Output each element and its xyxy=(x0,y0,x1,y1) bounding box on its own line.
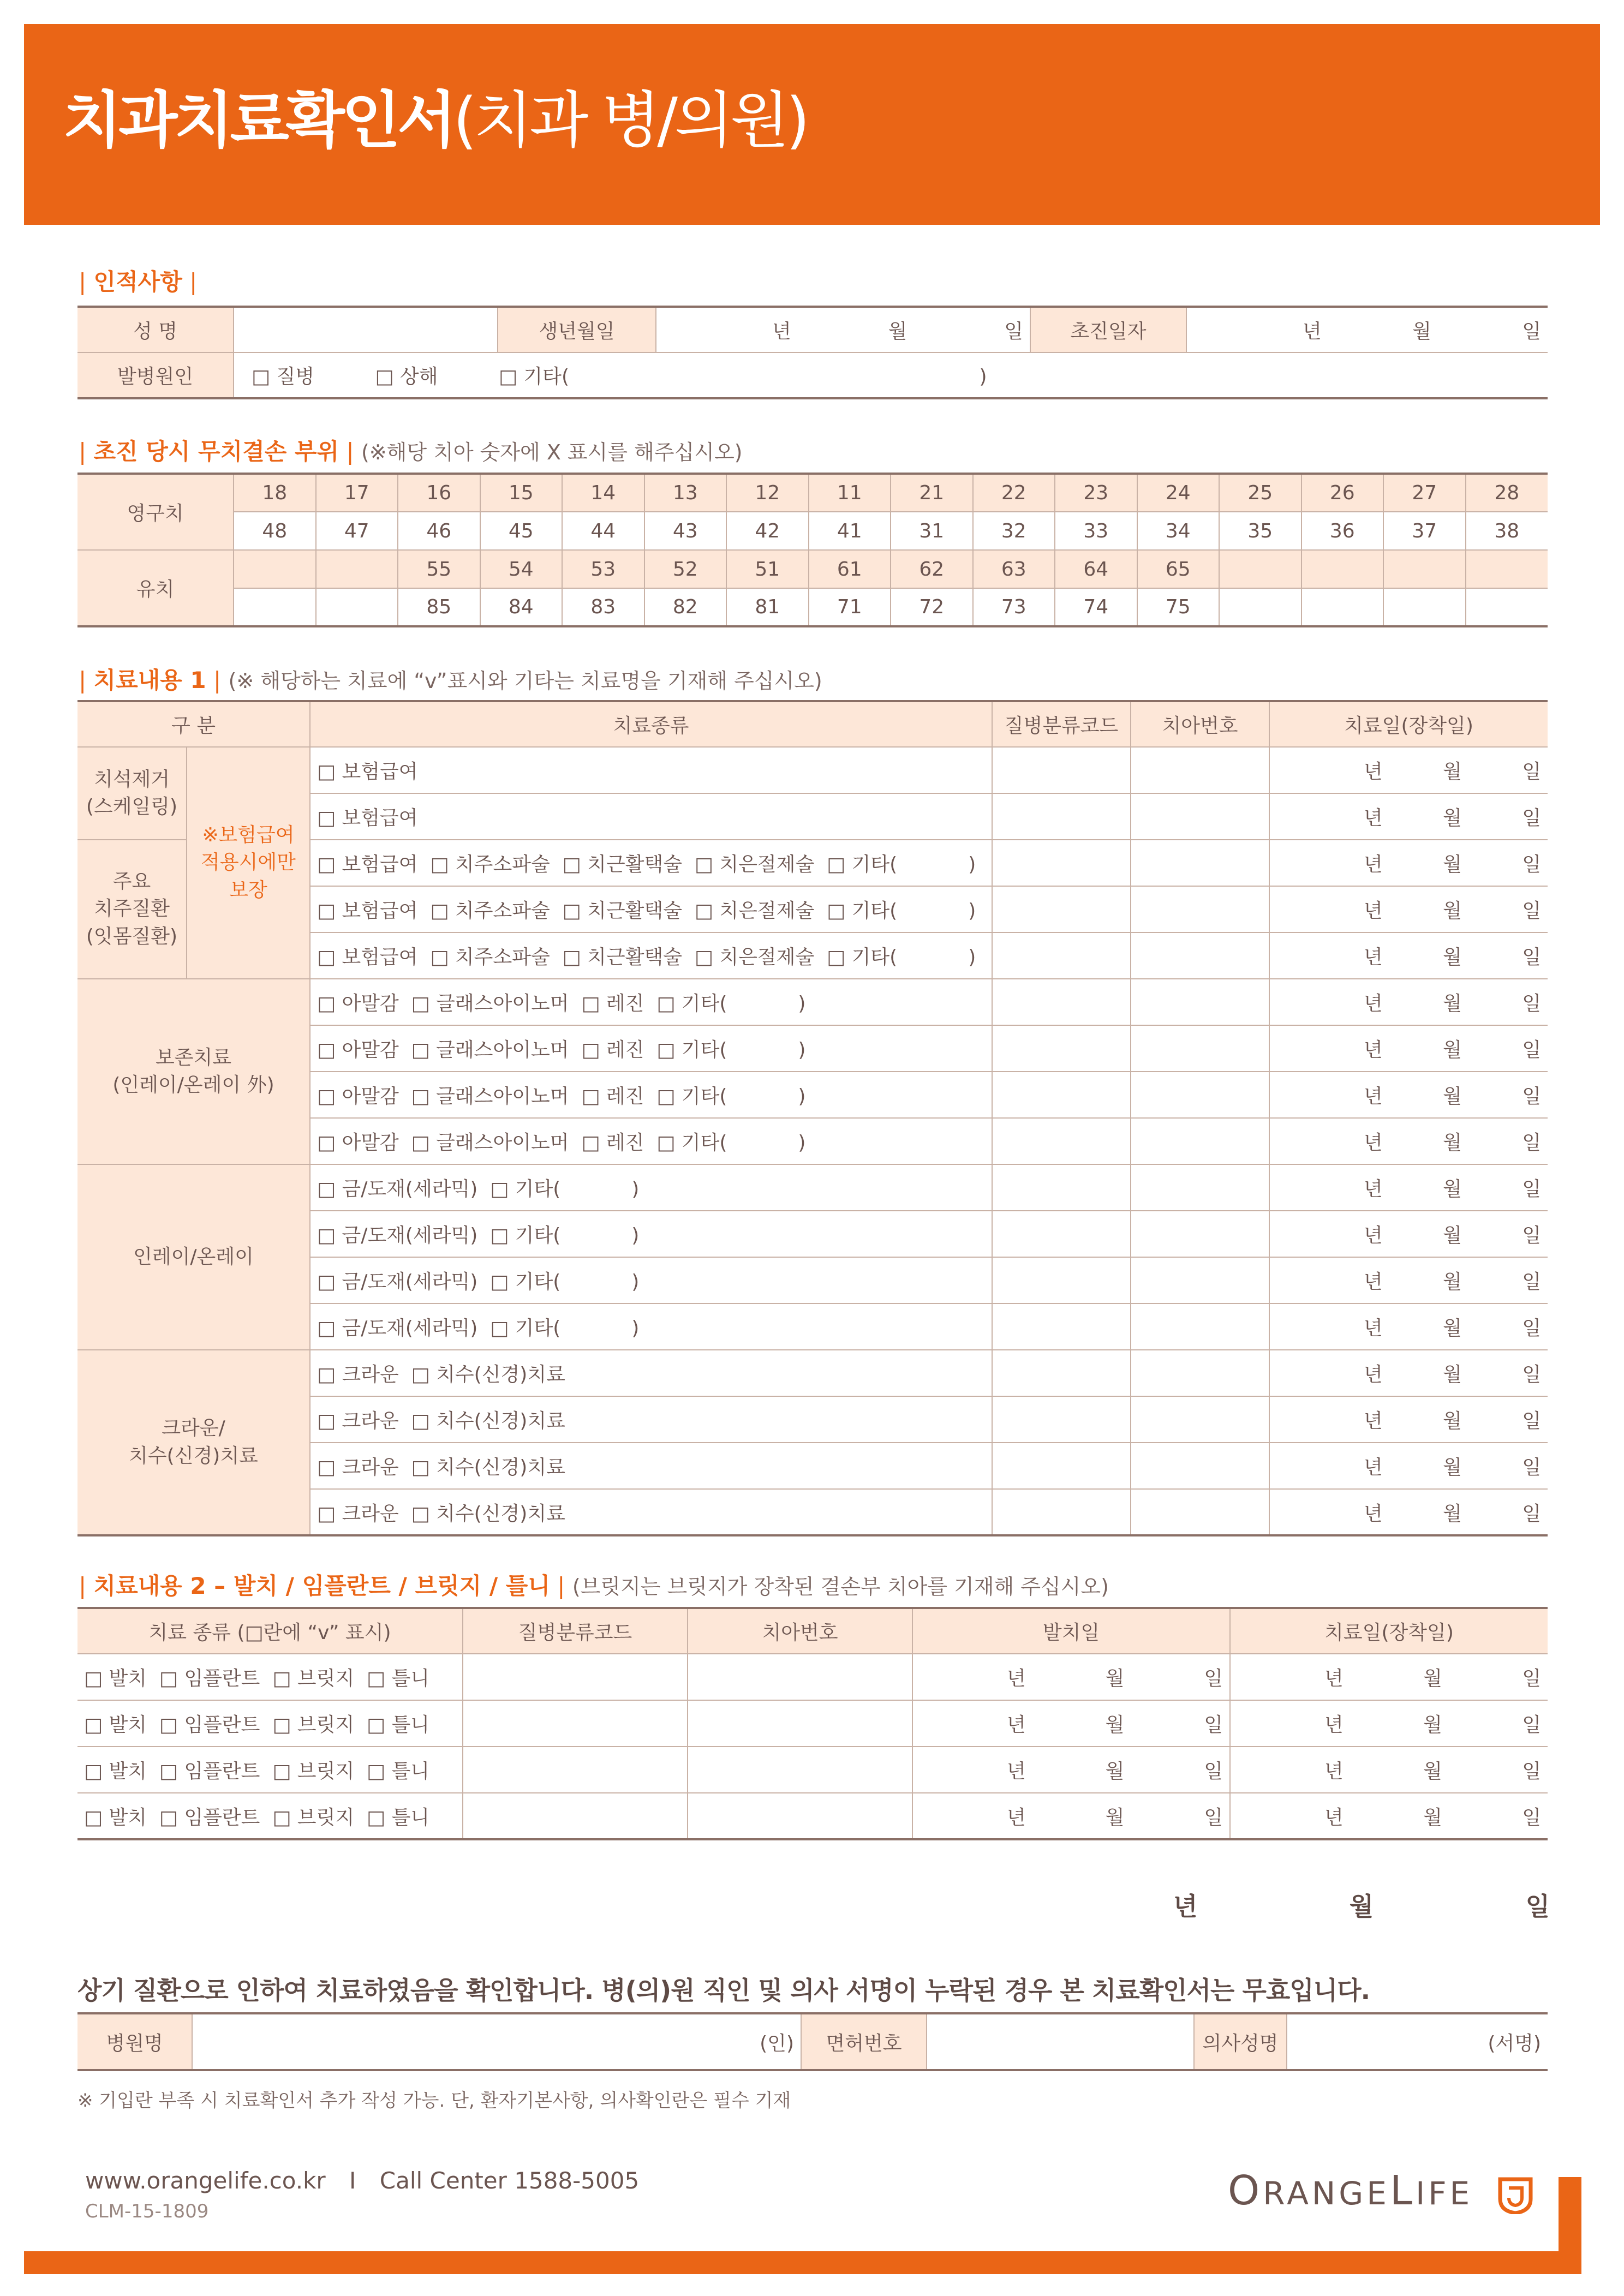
tooth-32[interactable]: 32 xyxy=(973,512,1055,550)
tooth-number-field[interactable] xyxy=(1131,1025,1269,1072)
tooth-12[interactable]: 12 xyxy=(726,474,809,512)
tooth-64[interactable]: 64 xyxy=(1055,550,1137,588)
tooth-14[interactable]: 14 xyxy=(562,474,644,512)
t2-tooth-number-field[interactable] xyxy=(688,1654,912,1700)
tooth-84[interactable]: 84 xyxy=(480,588,563,626)
tooth-13[interactable]: 13 xyxy=(644,474,727,512)
tooth-empty xyxy=(1301,588,1384,626)
teeth-chart-table xyxy=(77,473,1548,627)
tooth-27[interactable]: 27 xyxy=(1383,474,1466,512)
tooth-75[interactable]: 75 xyxy=(1137,588,1220,626)
tooth-number-field[interactable] xyxy=(1131,840,1269,886)
form-code: CLM-15-1809 xyxy=(85,2201,209,2222)
treatment-date-field[interactable]: 년 월 일 xyxy=(1269,1304,1548,1350)
tooth-44[interactable]: 44 xyxy=(562,512,644,550)
disease-code-field[interactable] xyxy=(992,1443,1131,1489)
t2-treatment-date-field[interactable]: 년 월 일 xyxy=(1230,1747,1548,1793)
permanent-teeth-label: 영구치 xyxy=(77,474,234,550)
treatment-date-field[interactable]: 년 월 일 xyxy=(1269,1211,1548,1257)
treatment-date-field[interactable]: 년 월 일 xyxy=(1269,840,1548,886)
treatment-date-field[interactable]: 년 월 일 xyxy=(1269,1072,1548,1118)
treatment-options[interactable]: □ 크라운 □ 치수(신경)치료 xyxy=(310,1350,992,1396)
tooth-18[interactable]: 18 xyxy=(234,474,316,512)
treatment1-section-title: | 치료내용 1 | (※ 해당하는 치료에 “v”표시와 기타는 치료명을 기재해 주십시오) xyxy=(79,667,822,693)
signature-date[interactable]: 년 월 일 xyxy=(1173,1892,1550,1921)
missing-teeth-section-title: | 초진 당시 무치결손 부위 | (※해당 치아 숫자에 X 표시를 해주십시오) xyxy=(79,438,743,465)
tooth-empty xyxy=(316,588,398,626)
header-tooth-number: 치아번호 xyxy=(1131,701,1269,747)
treatment-date-field[interactable]: 년 월 일 xyxy=(1269,1164,1548,1211)
first-visit-label: 초진일자 xyxy=(1030,307,1186,352)
disease-code-field[interactable] xyxy=(992,793,1131,840)
license-number-label: 면허번호 xyxy=(801,2013,927,2070)
tooth-empty xyxy=(1466,588,1548,626)
t2-tooth-number-field[interactable] xyxy=(688,1700,912,1747)
treatment-date-field[interactable]: 년 월 일 xyxy=(1269,886,1548,932)
tooth-25[interactable]: 25 xyxy=(1219,474,1301,512)
extraction-date-field[interactable]: 년 월 일 xyxy=(912,1747,1230,1793)
shield-logo-icon xyxy=(1498,2177,1533,2214)
signature-mark: (서명) xyxy=(1488,2032,1541,2055)
page-title xyxy=(63,71,807,159)
header-treatment-date: 치료일(장착일) xyxy=(1269,701,1548,747)
tooth-43[interactable]: 43 xyxy=(644,512,727,550)
disease-code-field[interactable] xyxy=(992,1211,1131,1257)
treatment-date-field[interactable]: 년 월 일 xyxy=(1269,979,1548,1025)
t2-options[interactable]: □ 발치 □ 임플란트 □ 브릿지 □ 틀니 xyxy=(77,1654,463,1700)
treatment-options[interactable]: □ 크라운 □ 치수(신경)치료 xyxy=(310,1396,992,1443)
treatment1-table xyxy=(77,700,1548,1536)
treatment-options[interactable]: □ 보험급여 □ 치주소파술 □ 치근활택술 □ 치은절제술 □ 기타( ) xyxy=(310,886,992,932)
tooth-47[interactable]: 47 xyxy=(316,512,398,550)
tooth-26[interactable]: 26 xyxy=(1301,474,1384,512)
tooth-41[interactable]: 41 xyxy=(809,512,891,550)
website-link[interactable]: www.orangelife.co.kr xyxy=(85,2167,326,2194)
t2-disease-code-field[interactable] xyxy=(463,1747,688,1793)
tooth-number-field[interactable] xyxy=(1131,1118,1269,1164)
tooth-number-field[interactable] xyxy=(1131,1443,1269,1489)
tooth-55[interactable]: 55 xyxy=(398,550,480,588)
disease-code-field[interactable] xyxy=(992,840,1131,886)
tooth-empty xyxy=(1301,550,1384,588)
tooth-48[interactable]: 48 xyxy=(234,512,316,550)
tooth-71[interactable]: 71 xyxy=(809,588,891,626)
tooth-82[interactable]: 82 xyxy=(644,588,727,626)
tooth-31[interactable]: 31 xyxy=(891,512,973,550)
disease-code-field[interactable] xyxy=(992,1257,1131,1304)
treatment-options[interactable]: □ 금/도재(세라믹) □ 기타( ) xyxy=(310,1164,992,1211)
tooth-65[interactable]: 65 xyxy=(1137,550,1220,588)
tooth-22[interactable]: 22 xyxy=(973,474,1055,512)
tooth-51[interactable]: 51 xyxy=(726,550,809,588)
confirmation-statement: 상기 질환으로 인하여 치료하였음을 확인합니다. 병(의)원 직인 및 의사 서명이 누락된 경우 본 치료확인서는 무효입니다. xyxy=(77,1976,1370,2005)
category-2: 주요 치주질환 (잇몸질환) xyxy=(77,840,187,979)
tooth-number-field[interactable] xyxy=(1131,1304,1269,1350)
t2-header-type: 치료 종류 (□란에 “v” 표시) xyxy=(77,1608,463,1654)
first-visit-field[interactable]: 년 월 일 xyxy=(1186,307,1548,352)
tooth-empty xyxy=(1383,588,1466,626)
t2-treatment-date-field[interactable]: 년 월 일 xyxy=(1230,1700,1548,1747)
extraction-date-field[interactable]: 년 월 일 xyxy=(912,1700,1230,1747)
tooth-28[interactable]: 28 xyxy=(1466,474,1548,512)
cause-other-checkbox[interactable]: □ 기타( xyxy=(498,366,569,388)
treatment-date-field[interactable]: 년 월 일 xyxy=(1269,747,1548,793)
treatment-options[interactable]: □ 크라운 □ 치수(신경)치료 xyxy=(310,1443,992,1489)
treatment2-table xyxy=(77,1607,1548,1840)
treatment2-section-title: | 치료내용 2 – 발치 / 임플란트 / 브릿지 / 틀니 | (브릿지는 브릿지가 장착된 결손부 치아를 기재해 주십시오) xyxy=(79,1572,1109,1599)
cause-injury-checkbox[interactable]: □ 상해 xyxy=(375,366,438,388)
disease-code-field[interactable] xyxy=(992,1304,1131,1350)
tooth-number-field[interactable] xyxy=(1131,979,1269,1025)
tooth-number-field[interactable] xyxy=(1131,1257,1269,1304)
tooth-53[interactable]: 53 xyxy=(562,550,644,588)
orangelife-logo: ORANGELIFE xyxy=(1228,2167,1473,2214)
tooth-empty xyxy=(316,550,398,588)
doctor-name-field[interactable] xyxy=(1287,2013,1548,2070)
hospital-name-field[interactable] xyxy=(192,2013,801,2070)
t2-header-extract-date: 발치일 xyxy=(912,1608,1230,1654)
personal-section-title: | 인적사항 | xyxy=(79,268,198,295)
disease-code-field[interactable] xyxy=(992,1489,1131,1535)
tooth-42[interactable]: 42 xyxy=(726,512,809,550)
disease-code-field[interactable] xyxy=(992,1396,1131,1443)
t2-disease-code-field[interactable] xyxy=(463,1793,688,1839)
license-number-field[interactable] xyxy=(927,2013,1194,2070)
t2-header-code: 질병분류코드 xyxy=(463,1608,688,1654)
treatment-options[interactable]: □ 금/도재(세라믹) □ 기타( ) xyxy=(310,1211,992,1257)
t2-header-tooth: 치아번호 xyxy=(688,1608,912,1654)
disease-code-field[interactable] xyxy=(992,747,1131,793)
treatment-date-field[interactable]: 년 월 일 xyxy=(1269,1396,1548,1443)
tooth-61[interactable]: 61 xyxy=(809,550,891,588)
tooth-63[interactable]: 63 xyxy=(973,550,1055,588)
tooth-empty xyxy=(1466,550,1548,588)
category-9: 인레이/온레이 xyxy=(77,1164,310,1350)
t2-options[interactable]: □ 발치 □ 임플란트 □ 브릿지 □ 틀니 xyxy=(77,1747,463,1793)
footer-contact: www.orangelife.co.kr I Call Center 1588-5005 xyxy=(85,2167,640,2194)
tooth-number-field[interactable] xyxy=(1131,1396,1269,1443)
t2-header-treatment-date: 치료일(장착일) xyxy=(1230,1608,1548,1654)
disease-code-field[interactable] xyxy=(992,1072,1131,1118)
name-field[interactable] xyxy=(234,307,498,352)
treatment-options[interactable]: □ 금/도재(세라믹) □ 기타( ) xyxy=(310,1304,992,1350)
footnote: ※ 기입란 부족 시 치료확인서 추가 작성 가능. 단, 환자기본사항, 의사확인란은 필수 기재 xyxy=(77,2090,791,2112)
disease-code-field[interactable] xyxy=(992,1118,1131,1164)
treatment-options[interactable]: □ 금/도재(세라믹) □ 기타( ) xyxy=(310,1257,992,1304)
tooth-empty xyxy=(234,588,316,626)
tooth-number-field[interactable] xyxy=(1131,747,1269,793)
tooth-38[interactable]: 38 xyxy=(1466,512,1548,550)
title-sub: (치과 병/의원) xyxy=(453,85,807,156)
cause-disease-checkbox[interactable]: □ 질병 xyxy=(252,366,315,388)
tooth-empty xyxy=(1219,550,1301,588)
t2-tooth-number-field[interactable] xyxy=(688,1747,912,1793)
personal-table xyxy=(77,306,1548,399)
treatment-options[interactable]: □ 보험급여 xyxy=(310,747,992,793)
seal-mark: (인) xyxy=(760,2032,794,2055)
treatment-options[interactable]: □ 아말감 □ 글래스아이노머 □ 레진 □ 기타( ) xyxy=(310,1072,992,1118)
tooth-46[interactable]: 46 xyxy=(398,512,480,550)
treatment-date-field[interactable]: 년 월 일 xyxy=(1269,932,1548,979)
tooth-number-field[interactable] xyxy=(1131,1211,1269,1257)
tooth-number-field[interactable] xyxy=(1131,886,1269,932)
treatment-options[interactable]: □ 크라운 □ 치수(신경)치료 xyxy=(310,1489,992,1535)
t2-treatment-date-field[interactable]: 년 월 일 xyxy=(1230,1654,1548,1700)
title-main: 치과치료확인서 xyxy=(63,85,453,156)
extraction-date-field[interactable]: 년 월 일 xyxy=(912,1654,1230,1700)
tooth-number-field[interactable] xyxy=(1131,1072,1269,1118)
tooth-83[interactable]: 83 xyxy=(562,588,644,626)
tooth-15[interactable]: 15 xyxy=(480,474,563,512)
treatment-date-field[interactable]: 년 월 일 xyxy=(1269,1257,1548,1304)
hospital-name-label: 병원명 xyxy=(77,2013,192,2070)
tooth-number-field[interactable] xyxy=(1131,932,1269,979)
header-disease-code: 질병분류코드 xyxy=(992,701,1131,747)
tooth-24[interactable]: 24 xyxy=(1137,474,1220,512)
disease-code-field[interactable] xyxy=(992,932,1131,979)
tooth-empty xyxy=(234,550,316,588)
t2-tooth-number-field[interactable] xyxy=(688,1793,912,1839)
tooth-52[interactable]: 52 xyxy=(644,550,727,588)
tooth-number-field[interactable] xyxy=(1131,1489,1269,1535)
name-label: 성 명 xyxy=(77,307,234,352)
tooth-81[interactable]: 81 xyxy=(726,588,809,626)
treatment-date-field[interactable]: 년 월 일 xyxy=(1269,1443,1548,1489)
disease-code-field[interactable] xyxy=(992,886,1131,932)
treatment-date-field[interactable]: 년 월 일 xyxy=(1269,793,1548,840)
tooth-16[interactable]: 16 xyxy=(398,474,480,512)
category-13: 크라운/ 치수(신경)치료 xyxy=(77,1350,310,1535)
primary-teeth-label: 유치 xyxy=(77,550,234,626)
footer-accent-bar xyxy=(24,2251,1581,2274)
tooth-number-field[interactable] xyxy=(1131,1164,1269,1211)
disease-code-field[interactable] xyxy=(992,1164,1131,1211)
tooth-37[interactable]: 37 xyxy=(1383,512,1466,550)
cause-label: 발병원인 xyxy=(77,352,234,398)
t2-treatment-date-field[interactable]: 년 월 일 xyxy=(1230,1793,1548,1839)
tooth-85[interactable]: 85 xyxy=(398,588,480,626)
t2-options[interactable]: □ 발치 □ 임플란트 □ 브릿지 □ 틀니 xyxy=(77,1793,463,1839)
doctor-confirmation-table xyxy=(77,2012,1548,2071)
treatment-date-field[interactable]: 년 월 일 xyxy=(1269,1118,1548,1164)
tooth-number-field[interactable] xyxy=(1131,793,1269,840)
treatment-options[interactable]: □ 아말감 □ 글래스아이노머 □ 레진 □ 기타( ) xyxy=(310,979,992,1025)
header-category: 구 분 xyxy=(77,701,310,747)
header-treatment-type: 치료종류 xyxy=(310,701,992,747)
tooth-45[interactable]: 45 xyxy=(480,512,563,550)
tooth-72[interactable]: 72 xyxy=(891,588,973,626)
treatment-date-field[interactable]: 년 월 일 xyxy=(1269,1025,1548,1072)
tooth-23[interactable]: 23 xyxy=(1055,474,1137,512)
treatment-options[interactable]: □ 보험급여 □ 치주소파술 □ 치근활택술 □ 치은절제술 □ 기타( ) xyxy=(310,932,992,979)
birth-field[interactable]: 년 월 일 xyxy=(656,307,1030,352)
extraction-date-field[interactable]: 년 월 일 xyxy=(912,1793,1230,1839)
cause-options[interactable]: □ 질병 □ 상해 □ 기타( ) xyxy=(234,352,1548,398)
disease-code-field[interactable] xyxy=(992,1350,1131,1396)
t2-disease-code-field[interactable] xyxy=(463,1654,688,1700)
tooth-empty xyxy=(1219,588,1301,626)
tooth-54[interactable]: 54 xyxy=(480,550,563,588)
call-center: Call Center 1588-5005 xyxy=(379,2167,640,2194)
t2-options[interactable]: □ 발치 □ 임플란트 □ 브릿지 □ 틀니 xyxy=(77,1700,463,1747)
tooth-33[interactable]: 33 xyxy=(1055,512,1137,550)
disease-code-field[interactable] xyxy=(992,1025,1131,1072)
treatment-options[interactable]: □ 아말감 □ 글래스아이노머 □ 레진 □ 기타( ) xyxy=(310,1025,992,1072)
birth-label: 생년월일 xyxy=(498,307,656,352)
tooth-74[interactable]: 74 xyxy=(1055,588,1137,626)
tooth-empty xyxy=(1383,550,1466,588)
t2-disease-code-field[interactable] xyxy=(463,1700,688,1747)
doctor-name-label: 의사성명 xyxy=(1194,2013,1287,2070)
tooth-11[interactable]: 11 xyxy=(809,474,891,512)
tooth-73[interactable]: 73 xyxy=(973,588,1055,626)
treatment-options[interactable]: □ 보험급여 xyxy=(310,793,992,840)
tooth-21[interactable]: 21 xyxy=(891,474,973,512)
category-0: 치석제거 (스케일링) xyxy=(77,747,187,840)
tooth-36[interactable]: 36 xyxy=(1301,512,1384,550)
treatment-options[interactable]: □ 보험급여 □ 치주소파술 □ 치근활택술 □ 치은절제술 □ 기타( ) xyxy=(310,840,992,886)
tooth-17[interactable]: 17 xyxy=(316,474,398,512)
tooth-35[interactable]: 35 xyxy=(1219,512,1301,550)
treatment-date-field[interactable]: 년 월 일 xyxy=(1269,1350,1548,1396)
tooth-number-field[interactable] xyxy=(1131,1350,1269,1396)
insurance-note: ※보험급여 적용시에만 보장 xyxy=(187,747,310,979)
treatment-date-field[interactable]: 년 월 일 xyxy=(1269,1489,1548,1535)
disease-code-field[interactable] xyxy=(992,979,1131,1025)
tooth-62[interactable]: 62 xyxy=(891,550,973,588)
treatment-options[interactable]: □ 아말감 □ 글래스아이노머 □ 레진 □ 기타( ) xyxy=(310,1118,992,1164)
tooth-34[interactable]: 34 xyxy=(1137,512,1220,550)
category-5: 보존치료 (인레이/온레이 外) xyxy=(77,979,310,1164)
